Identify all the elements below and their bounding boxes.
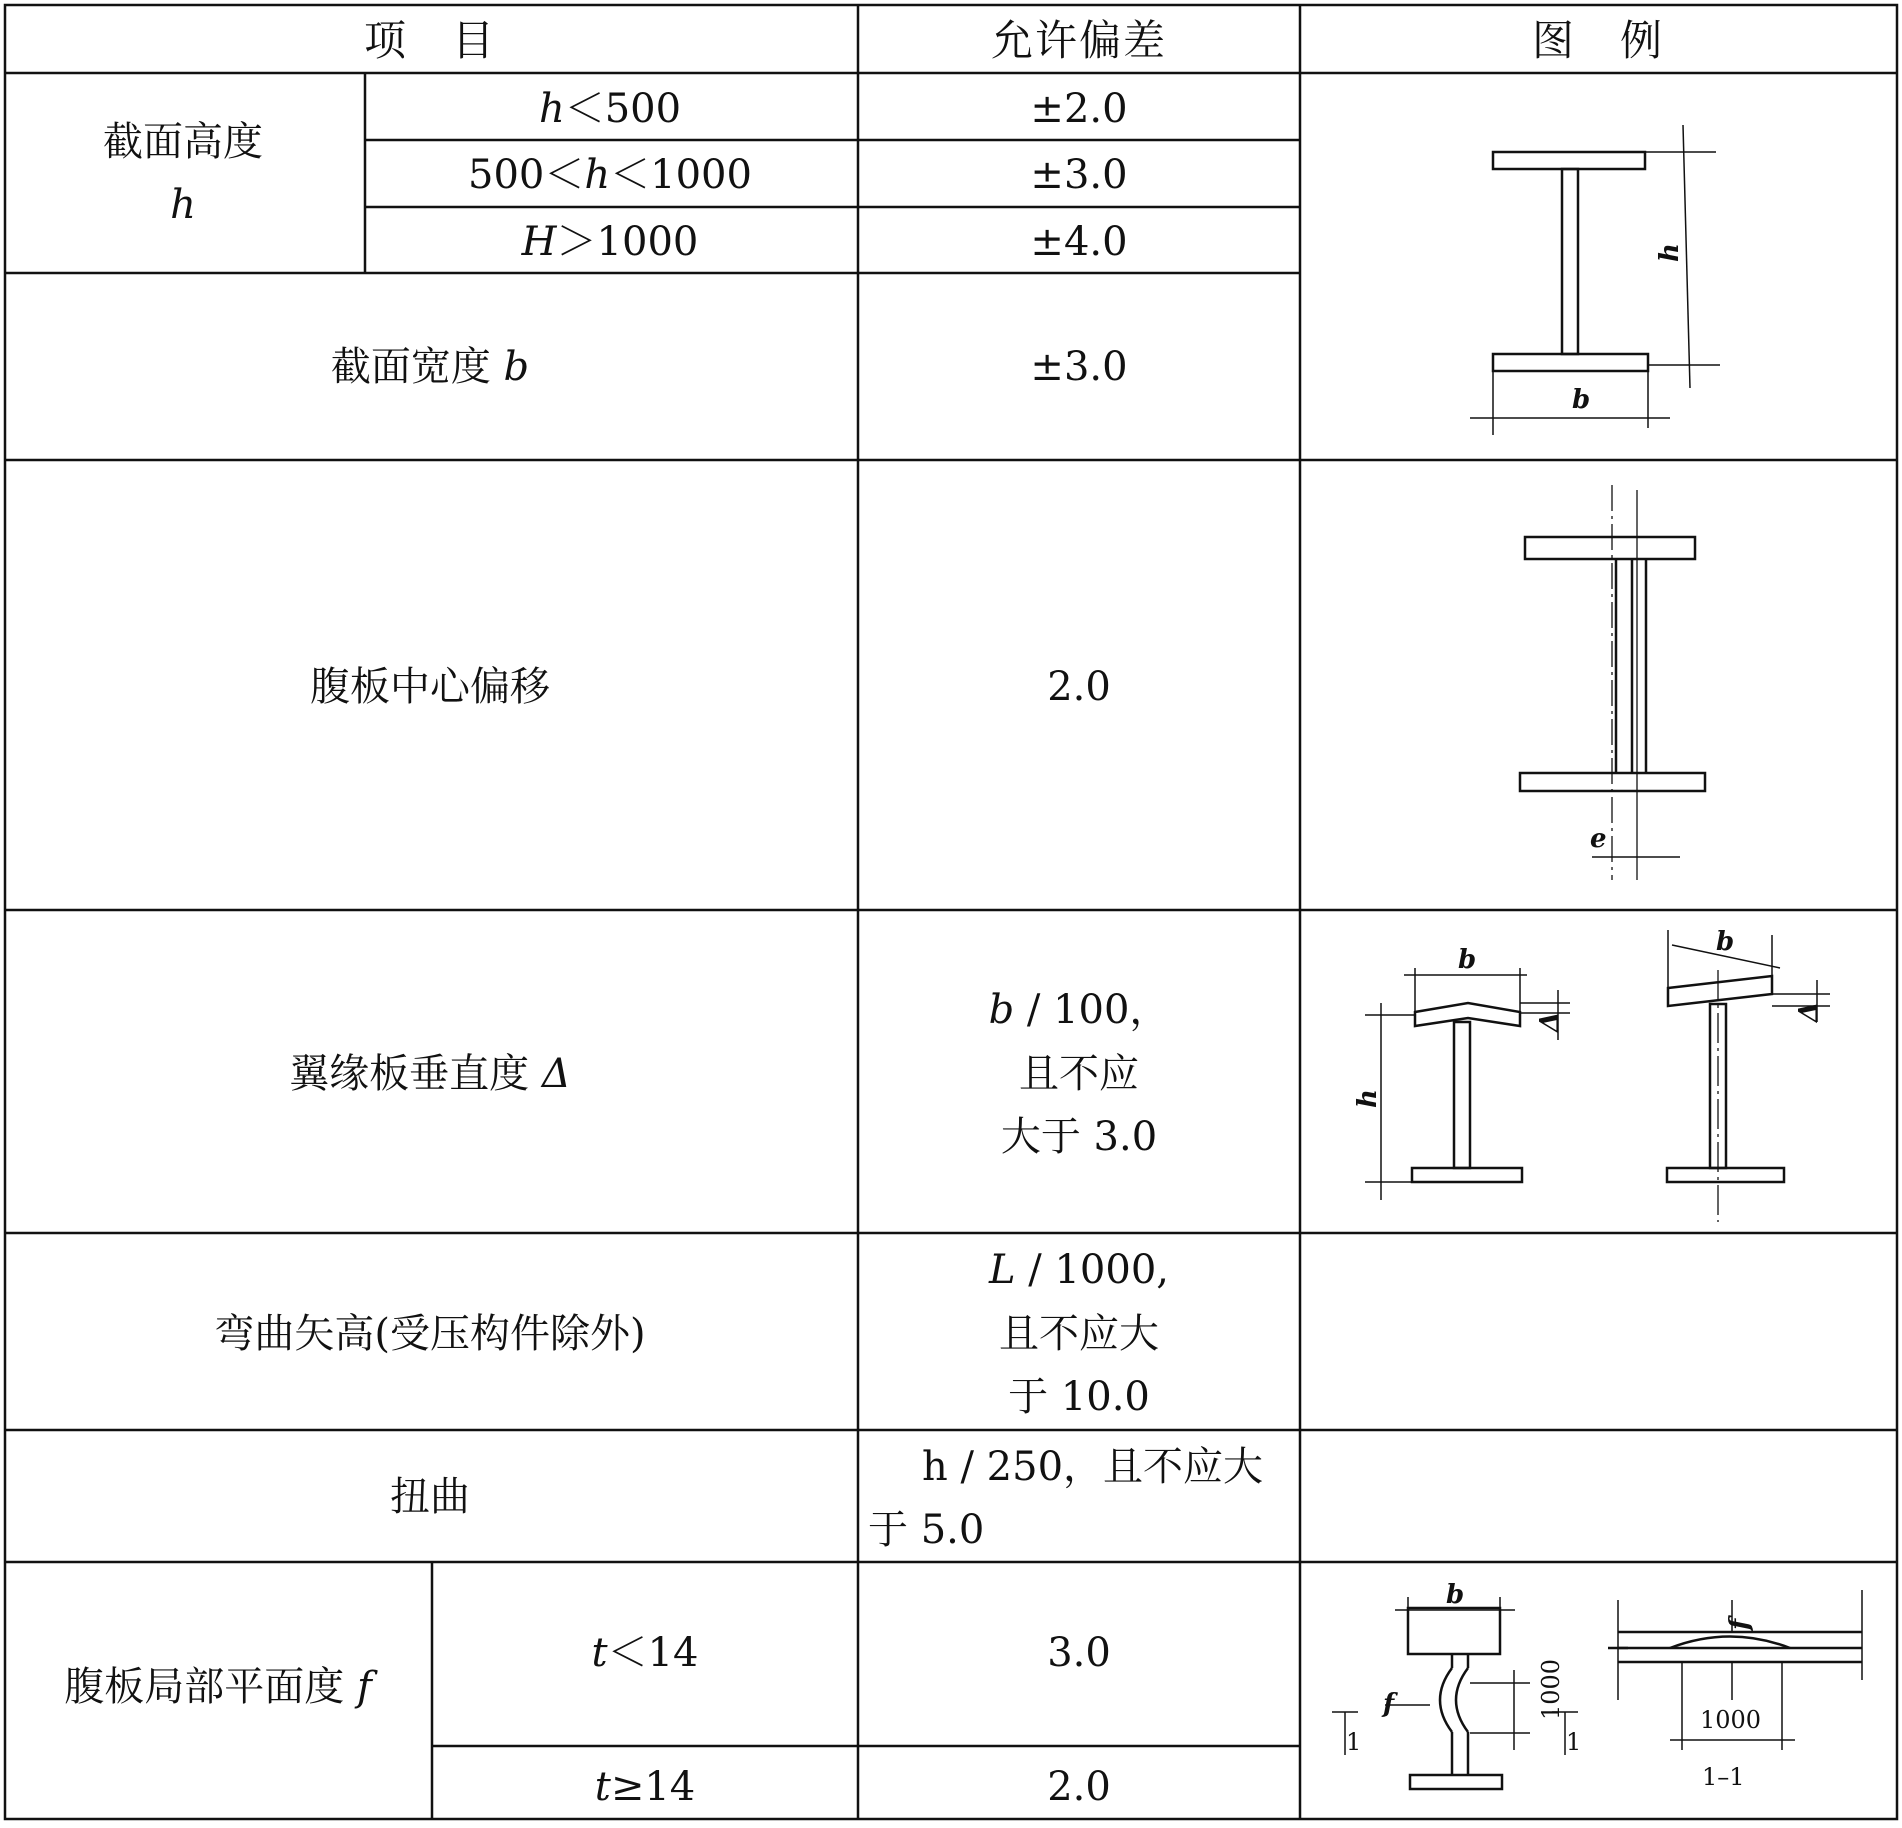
fig4-b-label: b bbox=[1446, 1580, 1465, 1610]
web-flat-sub-2-tolerance: 2.0 bbox=[1047, 1764, 1111, 1810]
width-tolerance: ±3.0 bbox=[1030, 344, 1128, 390]
height-sub-3-condition: H＞1000 bbox=[521, 219, 699, 265]
figure-flange-perpendicularity bbox=[1365, 930, 1830, 1222]
web-flat-sub-1-condition: t＜14 bbox=[591, 1630, 699, 1676]
fig4-1000-vertical-label: 1000 bbox=[1537, 1658, 1565, 1720]
twist-tol-1: h / 250，且不应大 bbox=[922, 1444, 1264, 1490]
web-offset-tolerance: 2.0 bbox=[1047, 664, 1111, 710]
web-flat-sub-2-condition: t≥14 bbox=[594, 1764, 696, 1810]
bending-tol-1: L / 1000, bbox=[989, 1247, 1169, 1293]
height-sub-1-condition: h＜500 bbox=[538, 86, 682, 132]
height-sub-1-tolerance: ±2.0 bbox=[1030, 86, 1128, 132]
height-sub-2-tolerance: ±3.0 bbox=[1030, 152, 1128, 198]
fig3-left-b-label: b bbox=[1458, 945, 1477, 975]
header-item: 项 目 bbox=[363, 16, 497, 65]
bending-tol-2: 且不应大 bbox=[999, 1311, 1159, 1357]
flange-perp-tol-3: 大于 3.0 bbox=[1000, 1114, 1158, 1160]
web-flat-label: 腹板局部平面度 f bbox=[64, 1664, 372, 1710]
bending-label: 弯曲矢高(受压构件除外) bbox=[214, 1311, 646, 1357]
web-flat-sub-1-tolerance: 3.0 bbox=[1047, 1630, 1111, 1676]
fig3-right-b-label: b bbox=[1716, 927, 1735, 957]
fig4-section-title: 1–1 bbox=[1702, 1763, 1745, 1791]
header-tolerance: 允许偏差 bbox=[990, 16, 1168, 65]
fig4-section-right-label: 1 bbox=[1566, 1728, 1582, 1756]
width-label: 截面宽度 b bbox=[330, 344, 530, 390]
fig3-right-delta-label: Δ bbox=[1794, 1001, 1824, 1022]
figure-section-height-width bbox=[1470, 125, 1720, 435]
fig4-1000-horizontal-label: 1000 bbox=[1700, 1706, 1762, 1734]
twist-label: 扭曲 bbox=[390, 1474, 470, 1520]
fig4-section-left-label: 1 bbox=[1346, 1728, 1362, 1756]
flange-perp-label: 翼缘板垂直度 Δ bbox=[289, 1051, 571, 1097]
figure-web-offset bbox=[1520, 485, 1705, 880]
height-sub-3-tolerance: ±4.0 bbox=[1030, 219, 1128, 265]
height-symbol: h bbox=[170, 182, 196, 228]
figure-web-flatness bbox=[1332, 1590, 1862, 1789]
flange-perp-tol-1: b / 100， bbox=[988, 987, 1170, 1033]
bending-tol-3: 于 10.0 bbox=[1008, 1374, 1150, 1420]
fig3-h-label: h bbox=[1353, 1089, 1383, 1108]
flange-perp-tol-2: 且不应 bbox=[1019, 1051, 1139, 1097]
fig4-f-left-label: f bbox=[1383, 1689, 1395, 1719]
web-offset-label: 腹板中心偏移 bbox=[310, 664, 550, 710]
fig4-f-right-label: f bbox=[1725, 1618, 1755, 1630]
twist-tol-2: 于 5.0 bbox=[868, 1507, 985, 1553]
height-label: 截面高度 bbox=[103, 119, 263, 165]
header-figure: 图 例 bbox=[1531, 16, 1665, 65]
height-sub-2-condition: 500＜h＜1000 bbox=[468, 152, 752, 198]
fig3-left-delta-label: Δ bbox=[1535, 1011, 1565, 1032]
fig1-b-label: b bbox=[1572, 385, 1591, 415]
fig2-e-label: e bbox=[1590, 824, 1607, 854]
fig1-h-label: h bbox=[1655, 243, 1685, 262]
